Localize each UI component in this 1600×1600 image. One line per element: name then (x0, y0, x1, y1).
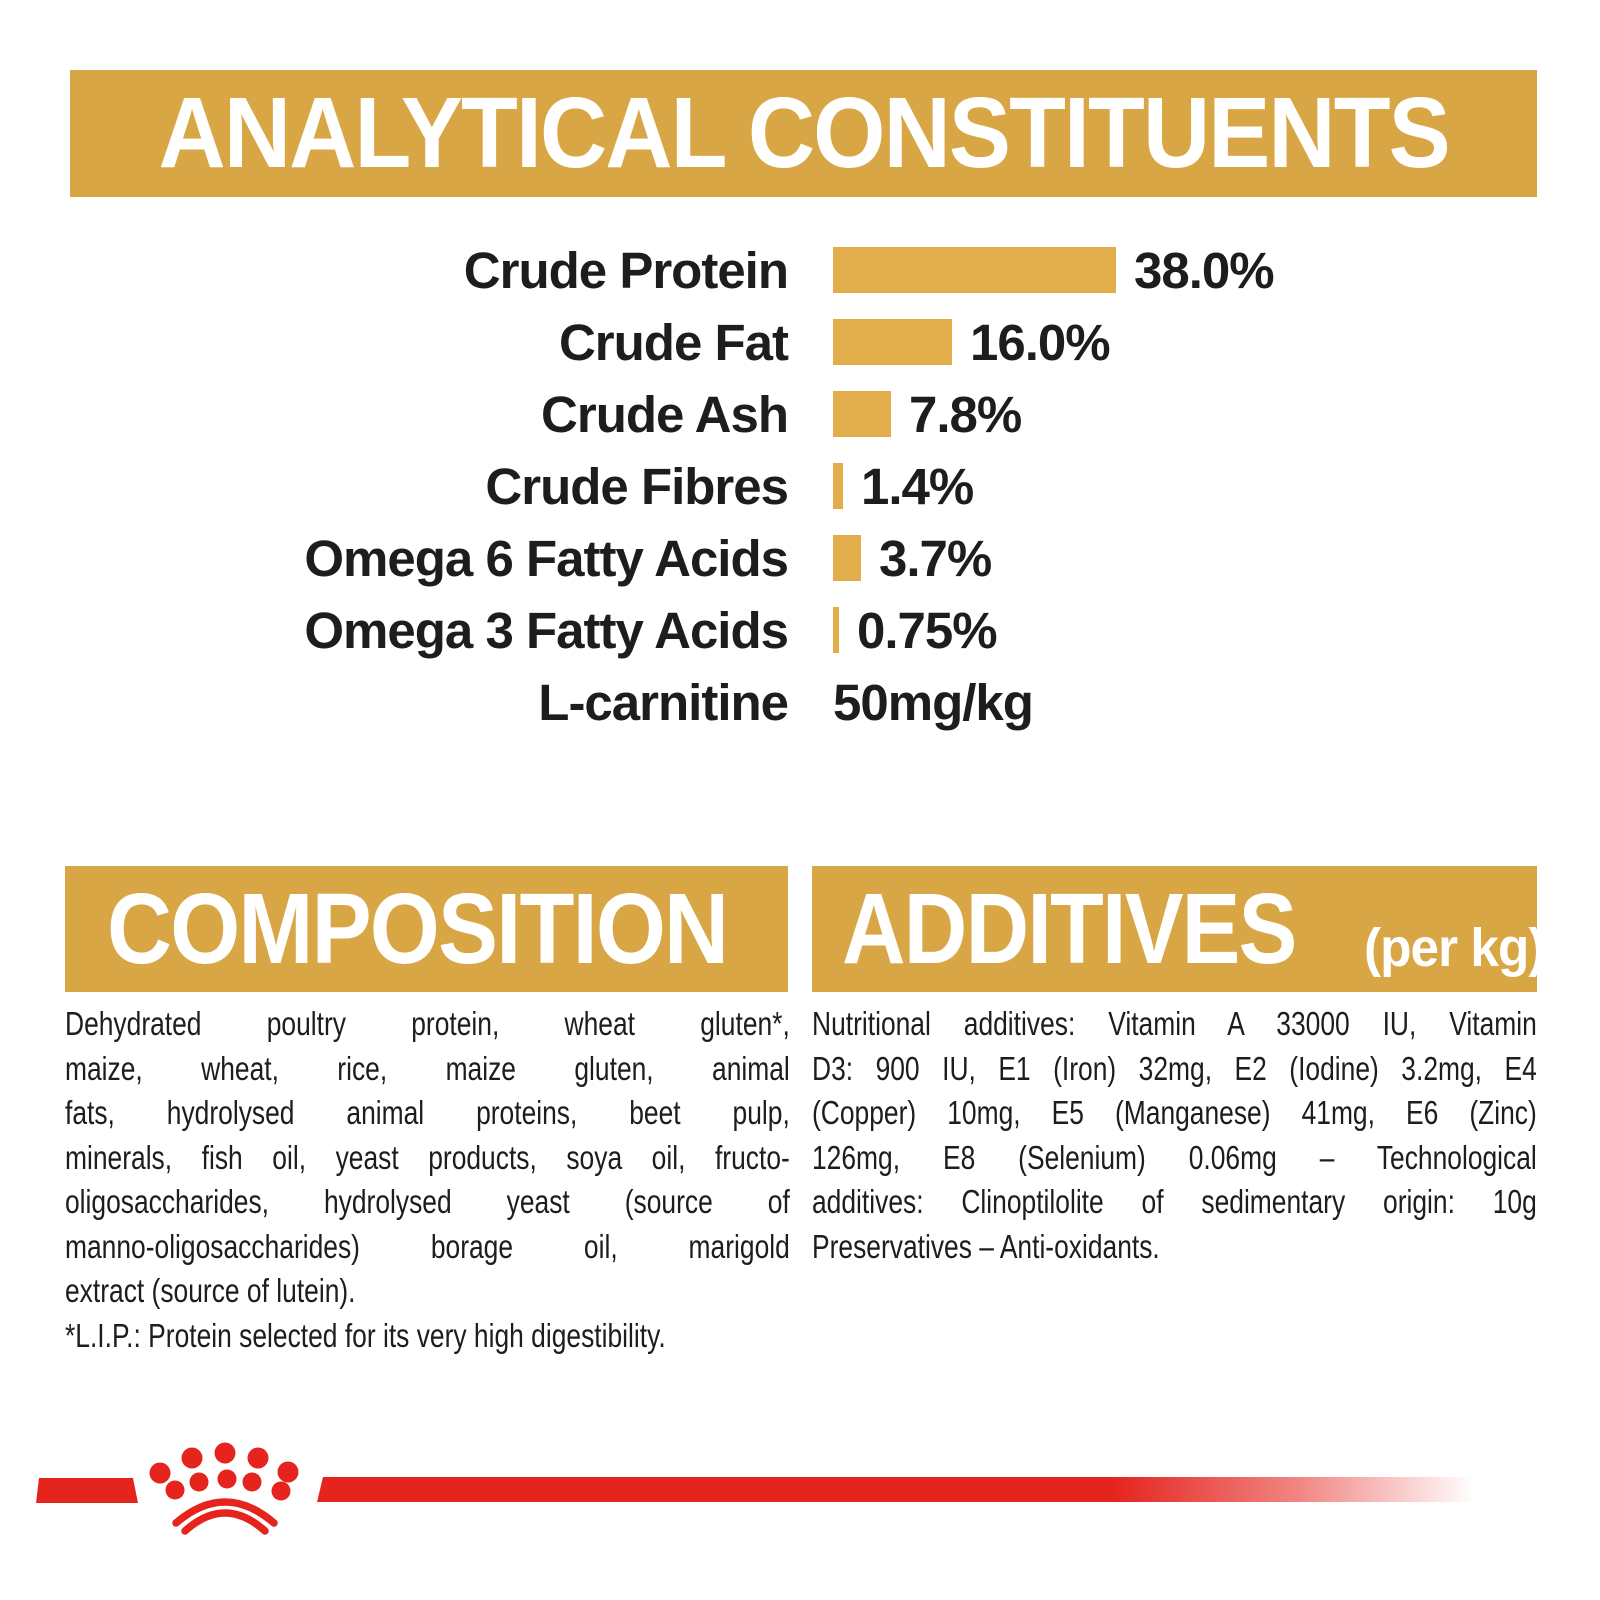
chart-bar (833, 535, 861, 581)
text-line: *L.I.P.: Protein selected for its very high digestibility. (65, 1316, 666, 1354)
composition-text (65, 1002, 790, 1358)
chart-value-label: 50mg/kg (833, 673, 1033, 731)
chart-value-label: 7.8% (909, 385, 1022, 443)
text-line: D3: 900 IU, E1 (Iron) 32mg, E2 (Iodine) 3.2mg, E4 (812, 1049, 1537, 1087)
additives-header (812, 866, 1545, 992)
chart-value-label: 16.0% (970, 313, 1110, 371)
text-line: Nutritional additives: Vitamin A 33000 IU, Vitamin (812, 1005, 1537, 1042)
chart-category-label: Omega 3 Fatty Acids (304, 601, 788, 659)
chart-row-crude-fat (0, 306, 1600, 378)
text-line: Dehydrated poultry protein, wheat gluten*, (65, 1005, 790, 1042)
red-stripe-left (36, 1478, 138, 1503)
chart-value-label: 1.4% (861, 457, 974, 515)
analytical-constituents-chart (0, 234, 1600, 738)
chart-row-omega-3-fatty-acids (0, 594, 1600, 666)
chart-bar (833, 319, 952, 365)
text-line: manno-oligosaccharides) borage oil, marigold (65, 1227, 790, 1265)
analytical-constituents-header (70, 70, 1537, 197)
chart-row-crude-ash (0, 378, 1600, 450)
text-line: 126mg, E8 (Selenium) 0.06mg – Technological (812, 1138, 1537, 1176)
text-line: (Copper) 10mg, E5 (Manganese) 41mg, E6 (Zinc) (812, 1094, 1537, 1131)
chart-category-label: Crude Protein (463, 241, 788, 299)
additives-per-kg-label: (per kg) (1363, 918, 1545, 978)
text-line: extract (source of lutein). (65, 1272, 356, 1309)
chart-row-crude-protein (0, 234, 1600, 306)
text-line: oligosaccharides, hydrolysed yeast (source of (65, 1183, 790, 1220)
text-line: Preservatives – Anti-oxidants. (812, 1227, 1160, 1265)
chart-value-label: 0.75% (857, 601, 997, 659)
chart-bar-area (833, 457, 973, 516)
chart-bar (833, 391, 891, 437)
chart-bar (833, 607, 839, 653)
chart-value-label: 3.7% (879, 529, 992, 587)
composition-title: COMPOSITION (107, 873, 728, 985)
chart-value-label: 38.0% (1134, 241, 1274, 299)
chart-bar-area (833, 601, 997, 660)
chart-category-label: Crude Fibres (485, 457, 788, 515)
chart-row-l-carnitine (0, 666, 1600, 738)
text-line: fats, hydrolysed animal proteins, beet pulp, (65, 1094, 790, 1131)
chart-category-label: Crude Fat (558, 313, 788, 371)
chart-bar (833, 247, 1116, 293)
chart-category-label: Omega 6 Fatty Acids (304, 529, 788, 587)
chart-category-label: Crude Ash (541, 385, 788, 443)
chart-bar-area (833, 673, 1033, 732)
text-line: maize, wheat, rice, maize gluten, animal (65, 1049, 790, 1087)
text-line: additives: Clinoptilolite of sedimentary origin: 10g (812, 1183, 1537, 1220)
red-stripe-right (317, 1477, 1487, 1502)
additives-text (812, 1002, 1537, 1269)
additives-title: ADDITIVES (842, 873, 1296, 985)
chart-bar-area (833, 241, 1274, 300)
chart-bar-area (833, 313, 1110, 372)
composition-header (65, 866, 788, 992)
chart-bar (833, 463, 843, 509)
royal-canin-crown-icon (148, 1441, 302, 1536)
chart-row-crude-fibres (0, 450, 1600, 522)
text-line: minerals, fish oil, yeast products, soya oil, fructo- (65, 1138, 790, 1176)
analytical-constituents-title: ANALYTICAL CONSTITUENTS (158, 77, 1449, 189)
chart-category-label: L-carnitine (538, 673, 788, 731)
chart-bar-area (833, 529, 991, 588)
chart-row-omega-6-fatty-acids (0, 522, 1600, 594)
chart-bar-area (833, 385, 1021, 444)
